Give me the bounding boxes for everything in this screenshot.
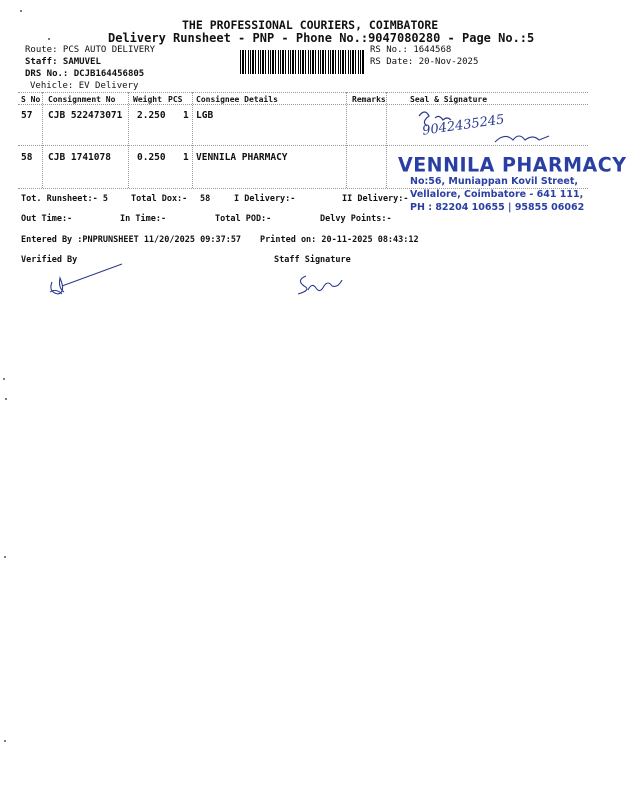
verified-by-label: Verified By bbox=[21, 255, 78, 265]
column-divider bbox=[42, 92, 43, 188]
col-header-remarks: Remarks bbox=[352, 95, 386, 104]
column-divider bbox=[346, 92, 347, 188]
row-58-weight: 0.250 bbox=[137, 152, 166, 163]
verifier-signature bbox=[40, 262, 130, 302]
stamp-address-line1: No:56, Muniappan Kovil Street, bbox=[410, 176, 578, 187]
stamp-address-line2: Vellalore, Coimbatore - 641 111, bbox=[410, 189, 584, 200]
stamp-name: VENNILA PHARMACY bbox=[398, 153, 626, 177]
total-runsheet: Tot. Runsheet:- 5 bbox=[21, 194, 108, 204]
scan-speck bbox=[5, 398, 7, 400]
row-57-consignee: LGB bbox=[196, 110, 214, 121]
row-57-sno: 57 bbox=[21, 110, 33, 121]
scan-speck bbox=[48, 38, 50, 40]
staff-signature-label: Staff Signature bbox=[274, 255, 351, 265]
row-57-weight: 2.250 bbox=[137, 110, 166, 121]
row-57-pcs: 1 bbox=[183, 110, 189, 121]
col-header-weight: Weight bbox=[133, 95, 162, 104]
route-text: Route: PCS AUTO DELIVERY bbox=[25, 45, 156, 55]
row-57-consignment: CJB 522473071 bbox=[48, 110, 123, 121]
drs-number: DRS No.: DCJB164456805 bbox=[25, 69, 145, 79]
col-header-seal: Seal & Signature bbox=[410, 95, 488, 104]
column-divider bbox=[386, 92, 387, 188]
stamp-phone: PH : 82204 10655 | 95855 06062 bbox=[410, 202, 585, 213]
i-delivery: I Delivery:- bbox=[234, 194, 296, 204]
col-header-consignee: Consignee Details bbox=[196, 95, 278, 104]
column-divider bbox=[128, 92, 129, 188]
column-divider bbox=[192, 92, 193, 188]
row-58-consignment: CJB 1741078 bbox=[48, 152, 111, 163]
runsheet-subtitle: Delivery Runsheet - PNP - Phone No.:9047080280 - Page No.:5 bbox=[108, 31, 535, 45]
delivery-points: Delvy Points:- bbox=[320, 214, 392, 224]
rs-number: RS No.: 1644568 bbox=[370, 45, 452, 55]
row-58-pcs: 1 bbox=[183, 152, 189, 163]
col-header-sno: S No bbox=[21, 95, 41, 104]
scan-speck bbox=[4, 556, 6, 558]
row-58-sno: 58 bbox=[21, 152, 33, 163]
company-title: THE PROFESSIONAL COURIERS, COIMBATORE bbox=[182, 18, 439, 32]
row-58-consignee: VENNILA PHARMACY bbox=[196, 152, 288, 163]
scan-speck bbox=[3, 378, 5, 380]
staff-signature bbox=[292, 268, 352, 298]
in-time: In Time:- bbox=[120, 214, 167, 224]
rs-date: RS Date: 20-Nov-2025 bbox=[370, 57, 479, 67]
table-top-border bbox=[18, 92, 588, 93]
total-dox-value: 58 bbox=[200, 194, 211, 204]
scan-speck bbox=[20, 10, 22, 12]
total-pod: Total POD:- bbox=[215, 214, 272, 224]
out-time: Out Time:- bbox=[21, 214, 73, 224]
ii-delivery: II Delivery:- bbox=[342, 194, 409, 204]
barcode-image bbox=[240, 50, 364, 74]
staff-text: Staff: SAMUVEL bbox=[25, 57, 101, 67]
scan-speck bbox=[4, 740, 6, 742]
col-header-consignment: Consignment No bbox=[48, 95, 116, 104]
entered-by: Entered By :PNPRUNSHEET 11/20/2025 09:37:57 bbox=[21, 235, 242, 245]
vehicle-text: Vehicle: EV Delivery bbox=[30, 81, 139, 91]
printed-on: Printed on: 20-11-2025 08:43:12 bbox=[260, 235, 419, 245]
total-dox-label: Total Dox:- bbox=[131, 194, 188, 204]
handwritten-phone-note: 9042435245 bbox=[421, 112, 506, 139]
col-header-pcs: PCS bbox=[168, 95, 183, 104]
